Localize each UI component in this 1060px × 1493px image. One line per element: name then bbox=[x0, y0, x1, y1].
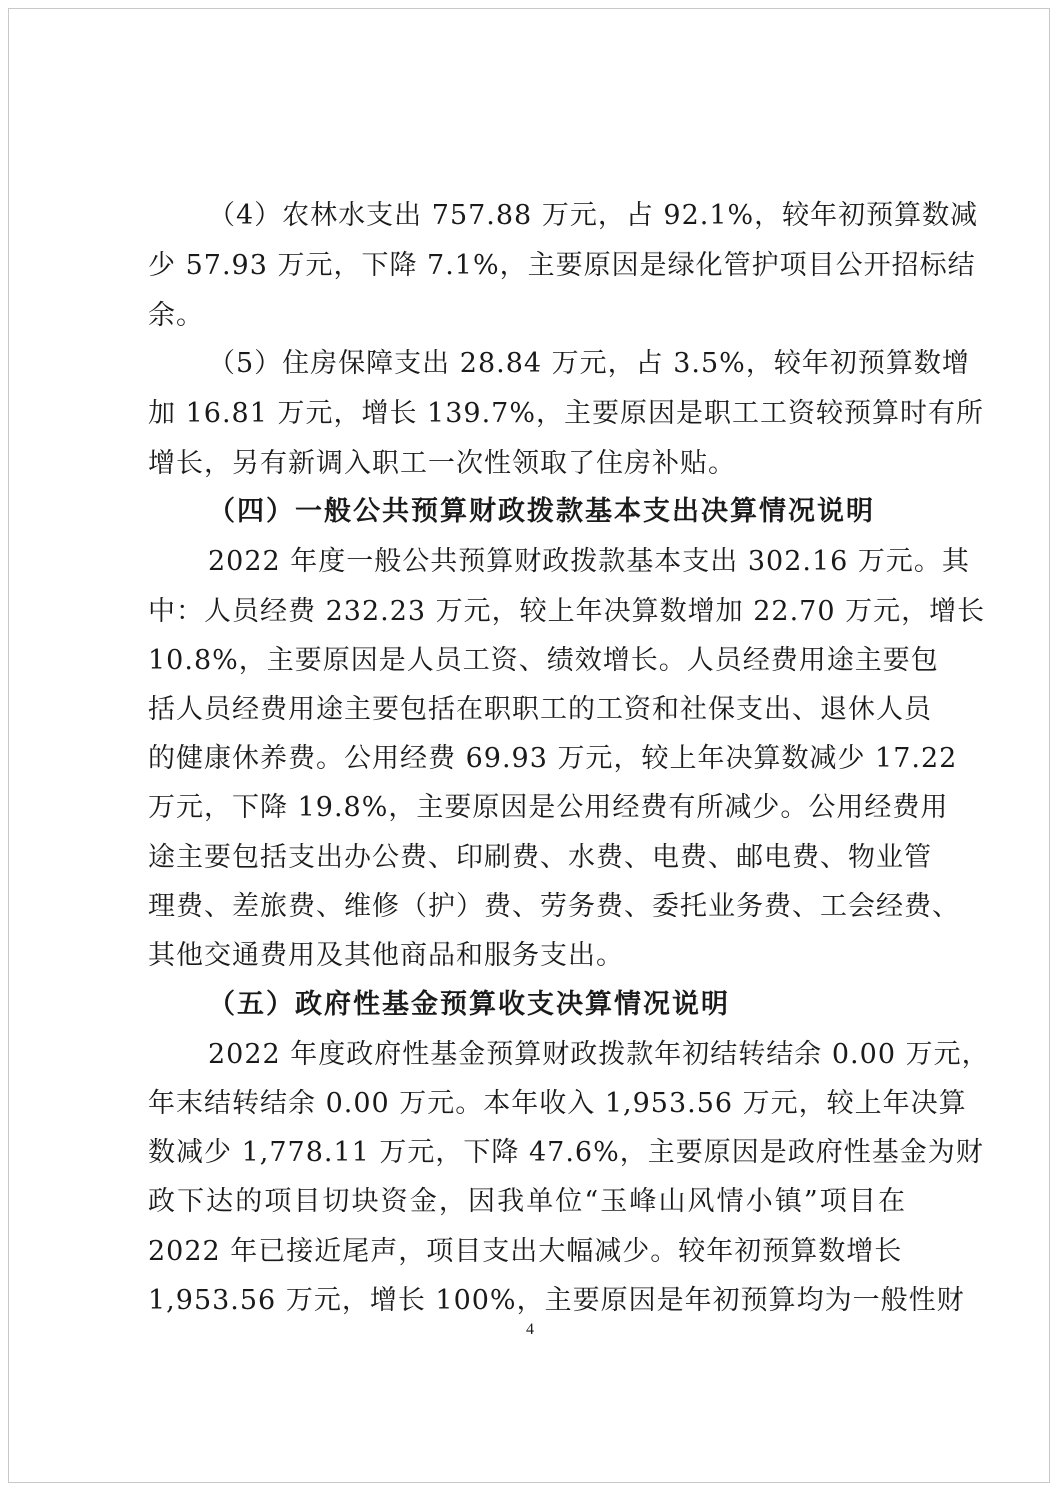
paragraph-line: 2022 年度政府性基金预算财政拨款年初结转结余 0.00 万元， bbox=[208, 1039, 990, 1070]
paragraph-line: 10.8%，主要原因是人员工资、绩效增长。人员经费用途主要包 bbox=[148, 645, 939, 676]
section-heading: （五）政府性基金预算收支决算情况说明 bbox=[208, 989, 730, 1020]
paragraph-line: 的健康休养费。公用经费 69.93 万元，较上年决算数减少 17.22 bbox=[148, 743, 958, 774]
paragraph-line: 2022 年已接近尾声，项目支出大幅减少。较年初预算数增长 bbox=[148, 1236, 903, 1267]
paragraph-line: 理费、差旅费、维修（护）费、劳务费、委托业务费、工会经费、 bbox=[148, 891, 960, 922]
paragraph-line: （4）农林水支出 757.88 万元，占 92.1%，较年初预算数减 bbox=[208, 200, 979, 231]
paragraph-line: （5）住房保障支出 28.84 万元，占 3.5%，较年初预算数增 bbox=[208, 348, 970, 379]
section-heading: （四）一般公共预算财政拨款基本支出决算情况说明 bbox=[208, 496, 875, 527]
paragraph-line: 2022 年度一般公共预算财政拨款基本支出 302.16 万元。其 bbox=[208, 546, 970, 577]
paragraph-line: 括人员经费用途主要包括在职职工的工资和社保支出、退休人员 bbox=[148, 694, 932, 725]
paragraph-line: 年末结转结余 0.00 万元。本年收入 1,953.56 万元，较上年决算 bbox=[148, 1088, 967, 1119]
paragraph-line: 余。 bbox=[148, 300, 204, 331]
paragraph-line: 少 57.93 万元，下降 7.1%，主要原因是绿化管护项目公开招标结 bbox=[148, 250, 976, 281]
paragraph-line: 其他交通费用及其他商品和服务支出。 bbox=[148, 940, 624, 971]
paragraph-line: 途主要包括支出办公费、印刷费、水费、电费、邮电费、物业管 bbox=[148, 842, 932, 873]
paragraph-line: 万元，下降 19.8%，主要原因是公用经费有所减少。公用经费用 bbox=[148, 792, 949, 823]
paragraph-line: 政下达的项目切块资金，因我单位“玉峰山风情小镇”项目在 bbox=[148, 1186, 906, 1217]
paragraph-line: 1,953.56 万元，增长 100%，主要原因是年初预算均为一般性财 bbox=[148, 1285, 965, 1316]
paragraph-line: 增长，另有新调入职工一次性领取了住房补贴。 bbox=[148, 448, 736, 479]
paragraph-line: 加 16.81 万元，增长 139.7%，主要原因是职工工资较预算时有所 bbox=[148, 398, 984, 429]
paragraph-line: 中：人员经费 232.23 万元，较上年决算数增加 22.70 万元，增长 bbox=[148, 596, 986, 627]
page-number: 4 bbox=[526, 1321, 534, 1338]
paragraph-line: 数减少 1,778.11 万元，下降 47.6%，主要原因是政府性基金为财 bbox=[148, 1137, 984, 1168]
